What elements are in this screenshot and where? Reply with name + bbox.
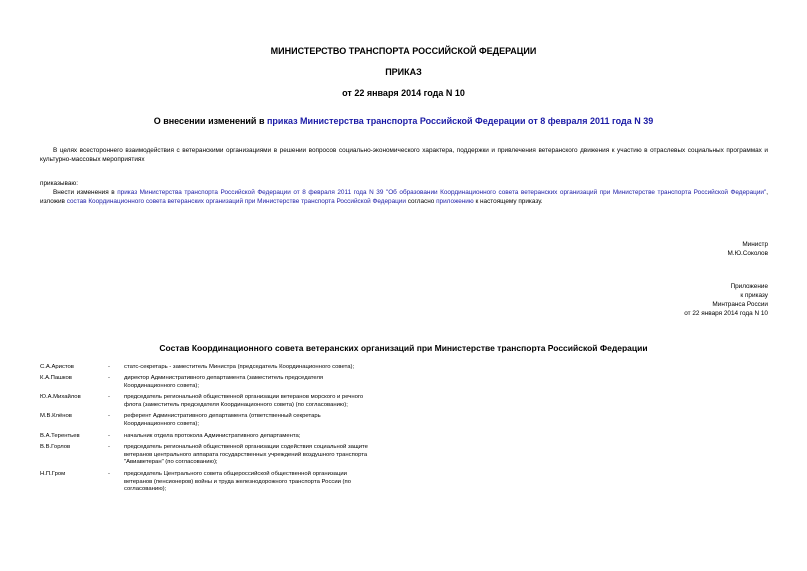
signature-name: М.Ю.Соколов <box>727 250 768 257</box>
order-text-1: Внести изменения в <box>53 189 118 196</box>
ministry-heading: МИНИСТЕРСТВО ТРАНСПОРТА РОССИЙСКОЙ ФЕДЕРАЦИИ <box>270 46 537 56</box>
appendix-line-3: Минтранса России <box>712 301 768 308</box>
member-name: К.А.Пашков <box>40 375 72 382</box>
order-link-prikaz[interactable]: приказ Министерства транспорта Российской Федерации от 8 февраля 2011 года N 39 "Об образовании Координационного совета ветеранских организаций при Министерстве транспорта Российской Федерации" <box>117 189 767 196</box>
member-dash: - <box>108 375 110 382</box>
order-text-3: согласно <box>405 198 437 205</box>
member-role: референт Административного департамента (ответственный секретарь Координационного совета); <box>124 413 321 428</box>
preamble-paragraph: В целях всестороннего взаимодействия с ветеранскими организациями в решении вопросов социально-экономического характера, поддержки и привлечения ветеранского движения к участию в отраслевых социальных программах и культурно-массовых мероприятиях <box>40 147 768 163</box>
member-name: Ю.А.Михайлов <box>40 394 81 401</box>
member-dash: - <box>108 413 110 420</box>
member-name: В.А.Терентьев <box>40 432 80 439</box>
doc-type-heading: ПРИКАЗ <box>385 67 422 77</box>
member-role: председатель региональной общественной организации ветеранов морского и речного флота (заместитель председателя Координационного совета) (по согласованию); <box>124 394 364 409</box>
list-item <box>40 471 370 494</box>
appendix-line-1: Приложение <box>730 283 768 290</box>
list-item <box>40 413 370 429</box>
list-item <box>40 433 370 441</box>
list-item <box>40 444 370 467</box>
member-dash: - <box>108 394 110 401</box>
member-dash: - <box>108 443 110 450</box>
order-link-appendix[interactable]: приложению <box>436 198 474 205</box>
member-role: статс-секретарь - заместитель Министра (председатель Координационного совета); <box>124 364 355 370</box>
order-word: приказываю: <box>40 180 78 187</box>
member-name: С.А.Аристов <box>40 364 74 370</box>
subject-order-link[interactable]: приказ Министерства транспорта Российской Федерации от 8 февраля 2011 года N 39 <box>267 116 654 126</box>
list-item <box>40 375 370 391</box>
member-role: начальник отдела протокола Административного департамента; <box>124 432 301 439</box>
order-text-2: , изложив <box>40 189 769 205</box>
order-text-4: к настоящему приказу. <box>473 198 543 205</box>
member-name: Н.П.Гром <box>40 470 66 477</box>
appendix-line-2: к приказу <box>740 292 768 299</box>
appendix-line-4: от 22 января 2014 года N 10 <box>684 310 768 317</box>
signature-title: Министр <box>742 241 768 248</box>
member-role: председатель Центрального совета общероссийской общественной организации ветеранов (пенсионеров) войны и труда железнодорожного транспорта России (по согласованию); <box>124 470 351 493</box>
member-dash: - <box>108 432 110 439</box>
order-paragraph <box>40 188 768 206</box>
member-dash: - <box>108 470 110 477</box>
member-role: председатель региональной общественной организации содействия социальной защите ветеранов центрального аппарата государственных учреждений воздушного транспорта "Авиаветеран" (по согласованию); <box>124 443 368 466</box>
order-link-sostav[interactable]: состав Координационного совета ветеранских организаций при Министерстве транспорта Российской Федерации <box>66 198 406 205</box>
list-item <box>40 394 370 410</box>
appendix-block <box>684 282 768 318</box>
subject-prefix: О внесении изменений в <box>153 116 267 126</box>
member-dash: - <box>108 364 110 370</box>
members-list <box>40 364 370 498</box>
composition-title: Состав Координационного совета ветеранских организаций при Министерстве транспорта Российской Федерации <box>159 343 648 353</box>
member-name: В.В.Горлов <box>40 443 71 450</box>
list-item <box>40 364 370 372</box>
doc-subject <box>0 116 807 126</box>
member-name: М.В.Клёнов <box>40 413 72 420</box>
doc-date-number: от 22 января 2014 года N 10 <box>342 88 465 98</box>
member-role: директор Административного департамента (заместитель председателя Координационного совета); <box>124 375 324 390</box>
signature-block <box>727 240 768 258</box>
